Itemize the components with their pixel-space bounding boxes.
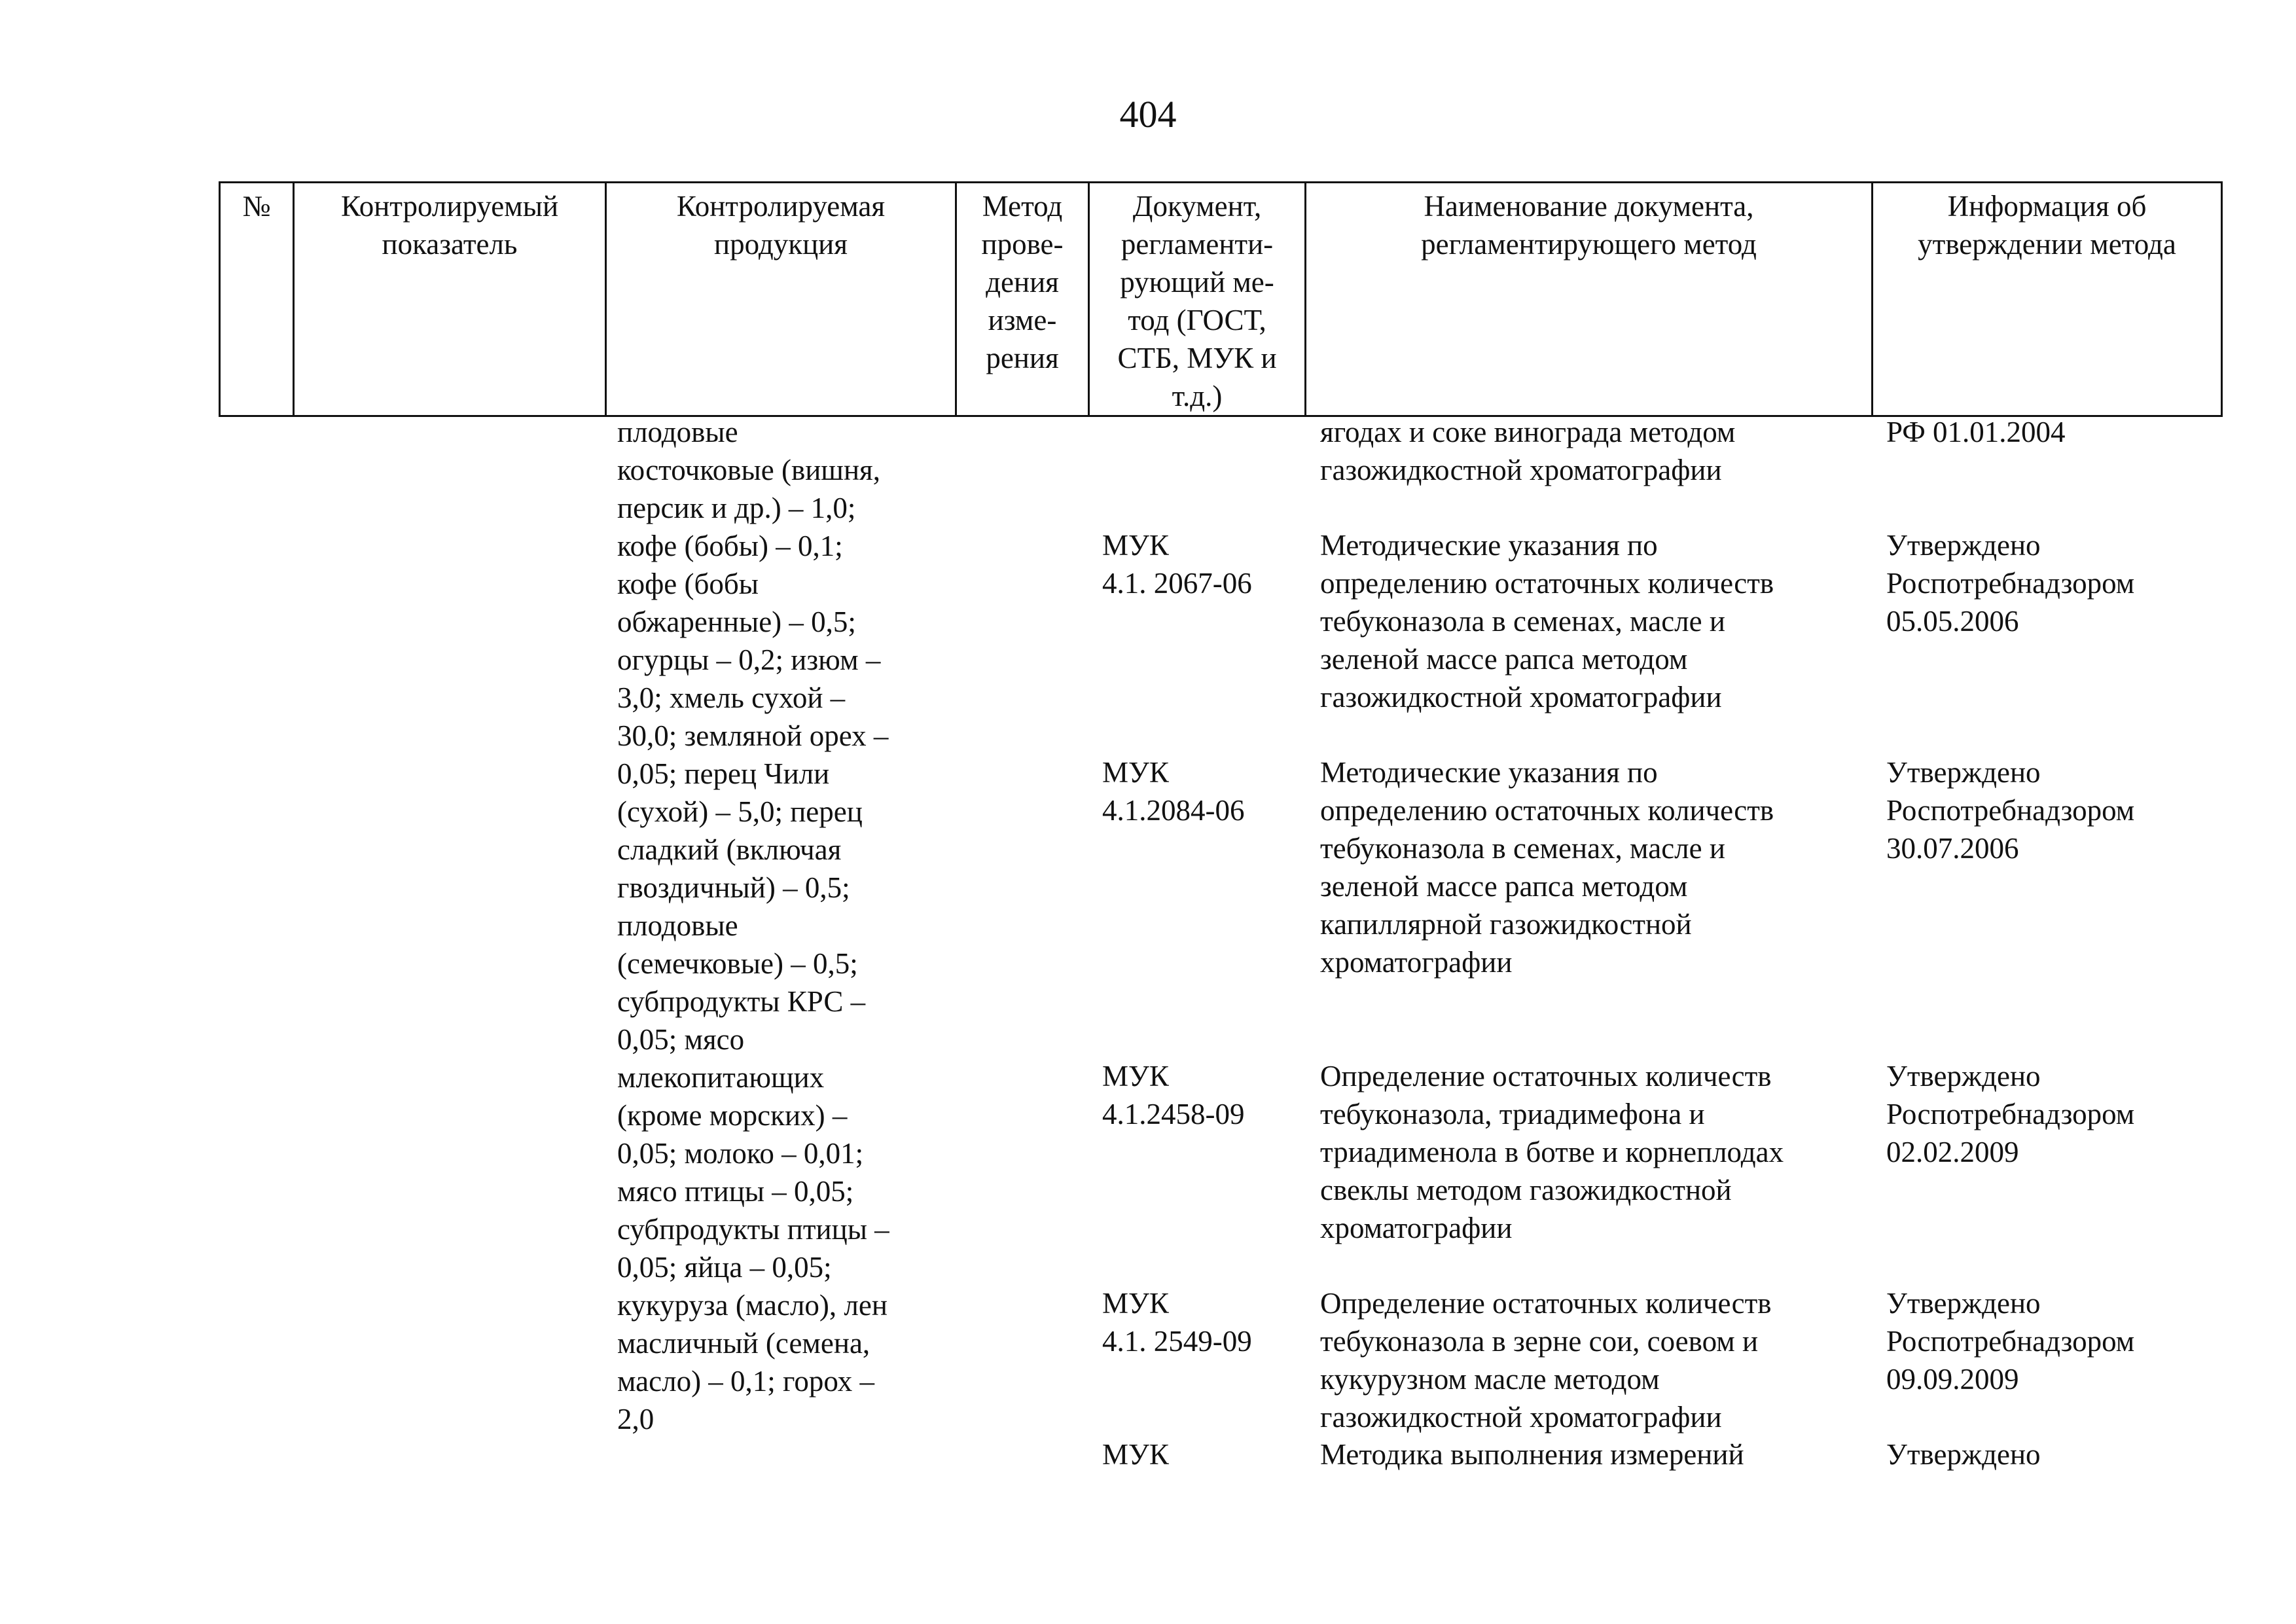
header-document-name: Наименование документа, регламентирующего метод: [1306, 183, 1873, 416]
header-indicator: Контролируемый показатель: [294, 183, 606, 416]
row-2-approval: Утверждено Роспотребнадзором 30.07.2006: [1886, 756, 2135, 865]
header-document: Документ, регламенти- рующий ме- тод (ГОСТ, СТБ, МУК и т.д.): [1089, 183, 1306, 416]
product-list: плодовые косточковые (вишня, персик и др.) – 1,0; кофе (бобы) – 0,1; кофе (бобы обжаренные) – 0,5; огурцы – 0,2; изюм – 3,0; хмель сухой – 30,0; земляной орех – 0,05; перец Чили (сухой) – 5,0; перец сладкий (включая гвоздичный) – 0,5; плодовые (семечковые) – 0,5; субпродукты КРС – 0,05; мясо млекопитающих (кроме морских) – 0,05; молоко – 0,01; мясо птицы – 0,05; субпродукты птицы – 0,05; яйца – 0,05; кукуруза (масло), лен масличный (семена, масло) – 0,1; горох – 2,0: [617, 416, 889, 1435]
table-header: [219, 181, 2223, 417]
header-method: Метод прове- дения изме- рения: [956, 183, 1089, 416]
row-2-document: МУК 4.1.2084-06: [1102, 756, 1245, 827]
row-2-document-name: Методические указания по определению остаточных количеств тебуконазола в семенах, масле и зеленой массе рапса методом капиллярной газожидкостной хроматографии: [1320, 756, 1774, 979]
row-3-approval: Утверждено Роспотребнадзором 02.02.2009: [1886, 1060, 2135, 1168]
header-approval: Информация об утверждении метода: [1873, 183, 2222, 416]
row-1-document-name: Методические указания по определению остаточных количеств тебуконазола в семенах, масле и зеленой массе рапса методом газожидкостной хроматографии: [1320, 529, 1774, 713]
row-5-approval: Утверждено: [1886, 1438, 2041, 1471]
row-3-document-name: Определение остаточных количеств тебуконазола, триадимефона и триадименола в ботве и корнеплодах свеклы методом газожидкостной хроматографии: [1320, 1060, 1784, 1244]
row-5-document: МУК: [1102, 1438, 1169, 1471]
row-0-document-name: ягодах и соке винограда методом газожидкостной хроматографии: [1320, 416, 1736, 486]
row-0-approval: РФ 01.01.2004: [1886, 416, 2066, 448]
row-5-document-name: Методика выполнения измерений: [1320, 1438, 1744, 1471]
row-1-approval: Утверждено Роспотребнадзором 05.05.2006: [1886, 529, 2135, 638]
row-4-document-name: Определение остаточных количеств тебуконазола в зерне сои, соевом и кукурузном масле методом газожидкостной хроматографии: [1320, 1287, 1772, 1434]
header-product: Контролируемая продукция: [606, 183, 956, 416]
header-number: №: [220, 183, 294, 416]
row-4-approval: Утверждено Роспотребнадзором 09.09.2009: [1886, 1287, 2135, 1396]
row-3-document: МУК 4.1.2458-09: [1102, 1060, 1245, 1130]
page-number: 404: [1119, 93, 1177, 135]
row-1-document: МУК 4.1. 2067-06: [1102, 529, 1252, 600]
header-row: [220, 183, 2222, 416]
row-4-document: МУК 4.1. 2549-09: [1102, 1287, 1252, 1358]
